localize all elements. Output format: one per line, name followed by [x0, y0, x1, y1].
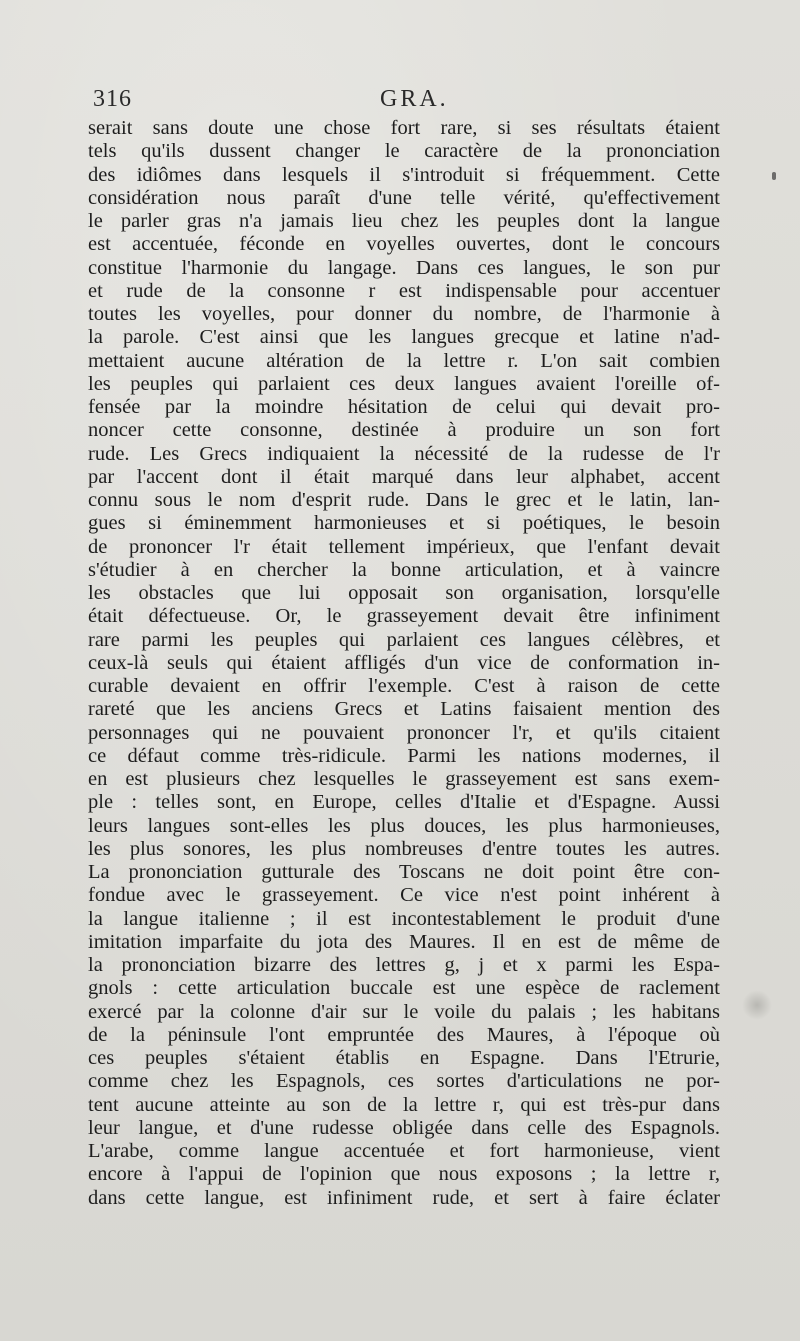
text-line: gues si éminemment harmonieuses et si poétiques, le besoin: [88, 512, 720, 535]
text-line: leur langue, et d'une rudesse obligée dans celle des Espagnols.: [88, 1116, 720, 1139]
text-line: en est plusieurs chez lesquelles le grasseyement est sans exem-: [88, 768, 720, 790]
text-line: encore à l'appui de l'opinion que nous exposons ; la lettre r,: [88, 1163, 720, 1186]
running-head-word: GRA.: [380, 86, 449, 112]
paper-smudge: [742, 990, 772, 1020]
text-line: imitation imparfaite du jota des Maures. Il en est de même de: [88, 930, 720, 953]
text-line: connu sous le nom d'esprit rude. Dans le grec et le latin, lan-: [88, 489, 720, 511]
text-line: ces peuples s'étaient établis en Espagne. Dans l'Etrurie,: [88, 1047, 720, 1069]
text-line: de prononcer l'r était tellement impérieux, que l'enfant devait: [88, 535, 720, 558]
text-line: rude. Les Grecs indiquaient la nécessité de la rudesse de l'r: [88, 442, 720, 465]
text-line: mettaient aucune altération de la lettre r. L'on sait combien: [88, 349, 720, 372]
running-head: [90, 86, 720, 116]
text-line: gnols : cette articulation buccale est une espèce de raclement: [88, 977, 720, 1000]
text-line: s'étudier à en chercher la bonne articulation, et à vaincre: [88, 558, 720, 581]
text-line: constitue l'harmonie du langage. Dans ces langues, le son pur: [88, 256, 720, 279]
text-line: par l'accent dont il était marqué dans leur alphabet, accent: [88, 465, 720, 488]
text-line: les plus sonores, les plus nombreuses d'entre toutes les autres.: [88, 837, 720, 860]
text-line: des idiômes dans lesquels il s'introduit si fréquemment. Cette: [88, 163, 720, 186]
text-line: ceux-là seuls qui étaient affligés d'un vice de conformation in-: [88, 651, 720, 674]
text-line: le parler gras n'a jamais lieu chez les peuples dont la langue: [88, 210, 720, 232]
text-line: ce défaut comme très-ridicule. Parmi les nations modernes, il: [88, 744, 720, 767]
text-line: La prononciation gutturale des Toscans ne doit point être con-: [88, 861, 720, 883]
text-line: leurs langues sont-elles les plus douces, les plus harmonieuses,: [88, 814, 720, 837]
text-line: toutes les voyelles, pour donner du nombre, de l'harmonie à: [88, 303, 720, 325]
text-line: était défectueuse. Or, le grasseyement devait être infiniment: [88, 605, 720, 628]
text-line: de la péninsule l'ont empruntée des Maures, à l'époque où: [88, 1023, 720, 1046]
text-line: L'arabe, comme langue accentuée et fort harmonieuse, vient: [88, 1140, 720, 1162]
body-text: [88, 117, 720, 1210]
text-line: comme chez les Espagnols, ces sortes d'articulations ne por-: [88, 1070, 720, 1093]
text-line: les peuples qui parlaient ces deux langues avaient l'oreille of-: [88, 372, 720, 395]
text-line: ple : telles sont, en Europe, celles d'Italie et d'Espagne. Aussi: [88, 791, 720, 814]
text-line: tent aucune atteinte au son de la lettre r, qui est très-pur dans: [88, 1093, 720, 1116]
text-line: les obstacles que lui opposait son organisation, lorsqu'elle: [88, 582, 720, 604]
text-line: et rude de la consonne r est indispensable pour accentuer: [88, 279, 720, 302]
text-line: noncer cette consonne, destinée à produire un son fort: [88, 419, 720, 442]
text-line: est accentuée, féconde en voyelles ouvertes, dont le concours: [88, 233, 720, 256]
text-line: fondue avec le grasseyement. Ce vice n'est point inhérent à: [88, 884, 720, 907]
paper-speck: [772, 172, 776, 180]
text-line: exercé par la colonne d'air sur le voile du palais ; les habitans: [88, 1000, 720, 1023]
text-line: tels qu'ils dussent changer le caractère de la prononciation: [88, 140, 720, 163]
text-line: la langue italienne ; il est incontestablement le produit d'une: [88, 907, 720, 930]
text-line: considération nous paraît d'une telle vérité, qu'effectivement: [88, 186, 720, 209]
page-number: 316: [93, 86, 132, 112]
text-line: la prononciation bizarre des lettres g, j et x parmi les Espa-: [88, 954, 720, 976]
text-line: rareté que les anciens Grecs et Latins faisaient mention des: [88, 698, 720, 721]
text-line: fensée par la moindre hésitation de celui qui devait pro-: [88, 396, 720, 418]
text-line: personnages qui ne pouvaient prononcer l'r, et qu'ils citaient: [88, 721, 720, 744]
text-line: la parole. C'est ainsi que les langues grecque et latine n'ad-: [88, 326, 720, 349]
text-line: serait sans doute une chose fort rare, si ses résultats étaient: [88, 117, 720, 139]
text-line: curable devaient en offrir l'exemple. C'est à raison de cette: [88, 675, 720, 697]
text-line: dans cette langue, est infiniment rude, et sert à faire éclater: [88, 1186, 720, 1209]
text-line: rare parmi les peuples qui parlaient ces langues célèbres, et: [88, 628, 720, 651]
